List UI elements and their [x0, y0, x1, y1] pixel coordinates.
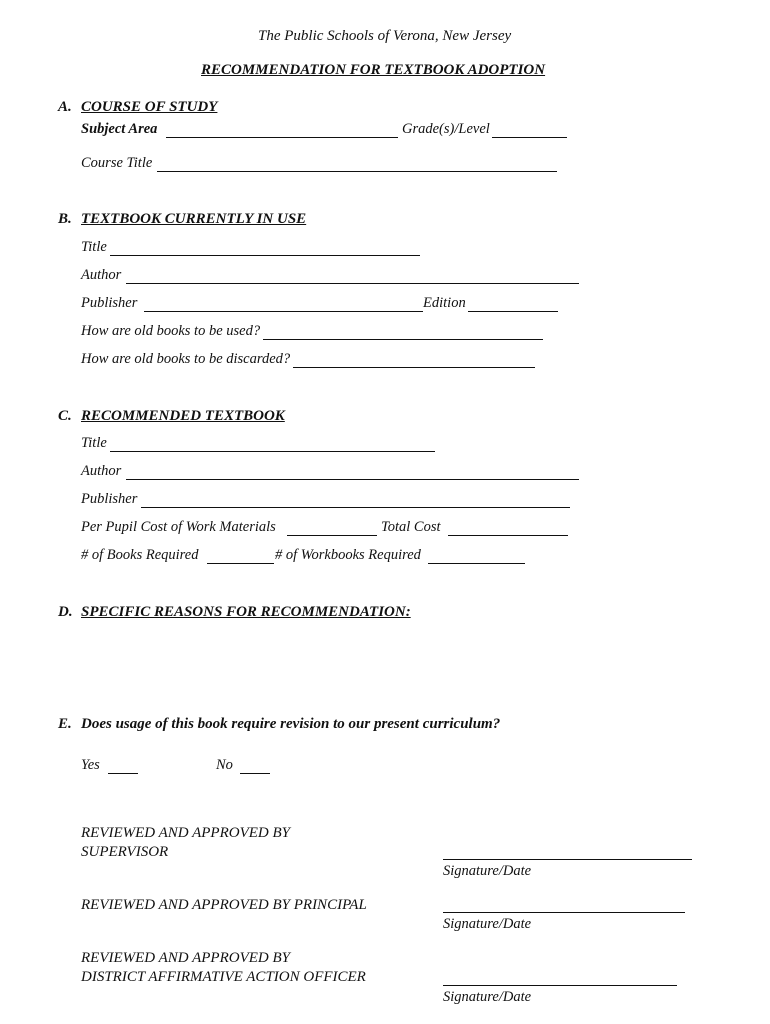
old-books-used-label: How are old books to be used? [81, 323, 261, 339]
section-c-letter: C. [58, 408, 72, 424]
current-title-field[interactable] [110, 255, 420, 256]
supervisor-signature-field[interactable] [443, 859, 692, 860]
section-c-heading: RECOMMENDED TEXTBOOK [81, 408, 285, 424]
workbooks-required-field[interactable] [428, 563, 525, 564]
supervisor-signature-label: Signature/Date [443, 863, 532, 879]
principal-approval: REVIEWED AND APPROVED BY PRINCIPAL [81, 897, 367, 913]
old-books-discarded-label: How are old books to be discarded? [81, 351, 291, 367]
no-label: No [216, 757, 233, 773]
officer-signature-label: Signature/Date [443, 989, 532, 1005]
current-author-label: Author [81, 267, 122, 283]
current-title-label: Title [81, 239, 107, 255]
officer-approval-line2: DISTRICT AFFIRMATIVE ACTION OFFICER [81, 969, 366, 985]
books-required-label: # of Books Required [81, 547, 199, 563]
course-title-field[interactable] [157, 171, 557, 172]
no-field[interactable] [240, 773, 270, 774]
section-b-heading: TEXTBOOK CURRENTLY IN USE [81, 211, 307, 227]
section-e-letter: E. [58, 716, 72, 732]
section-a-letter: A. [58, 99, 72, 115]
total-cost-field[interactable] [448, 535, 568, 536]
course-title-label: Course Title [81, 155, 153, 171]
edition-label: Edition [423, 295, 466, 311]
current-author-field[interactable] [126, 283, 579, 284]
recommended-title-field[interactable] [110, 451, 435, 452]
section-a-heading: COURSE OF STUDY [81, 99, 218, 115]
books-required-field[interactable] [207, 563, 274, 564]
officer-approval-line1: REVIEWED AND APPROVED BY [81, 950, 290, 966]
section-d-letter: D. [58, 604, 73, 620]
supervisor-approval-line1: REVIEWED AND APPROVED BY [81, 825, 290, 841]
workbooks-required-label: # of Workbooks Required [275, 547, 421, 563]
grade-level-label: Grade(s)/Level [402, 121, 490, 137]
recommended-title-label: Title [81, 435, 107, 451]
principal-signature-label: Signature/Date [443, 916, 532, 932]
recommended-author-label: Author [81, 463, 122, 479]
recommended-author-field[interactable] [126, 479, 579, 480]
total-cost-label: Total Cost [381, 519, 441, 535]
per-pupil-cost-field[interactable] [287, 535, 377, 536]
section-d-heading: SPECIFIC REASONS FOR RECOMMENDATION: [81, 604, 411, 620]
old-books-used-field[interactable] [263, 339, 543, 340]
principal-signature-field[interactable] [443, 912, 685, 913]
form-title: RECOMMENDATION FOR TEXTBOOK ADOPTION [201, 62, 546, 78]
current-publisher-label: Publisher [81, 295, 138, 311]
per-pupil-cost-label: Per Pupil Cost of Work Materials [81, 519, 276, 535]
reasons-area[interactable] [81, 628, 681, 708]
grade-level-field[interactable] [492, 137, 567, 138]
old-books-discarded-field[interactable] [293, 367, 535, 368]
officer-signature-field[interactable] [443, 985, 677, 986]
recommended-publisher-field[interactable] [141, 507, 570, 508]
district-name: The Public Schools of Verona, New Jersey [258, 28, 512, 44]
subject-area-label: Subject Area [81, 121, 158, 137]
recommended-publisher-label: Publisher [81, 491, 138, 507]
section-b-letter: B. [58, 211, 72, 227]
revision-question: Does usage of this book require revision to our present curriculum? [81, 716, 501, 732]
current-publisher-field[interactable] [144, 311, 423, 312]
edition-field[interactable] [468, 311, 558, 312]
yes-label: Yes [81, 757, 100, 773]
yes-field[interactable] [108, 773, 138, 774]
subject-area-field[interactable] [166, 137, 398, 138]
supervisor-approval-line2: SUPERVISOR [81, 844, 169, 860]
